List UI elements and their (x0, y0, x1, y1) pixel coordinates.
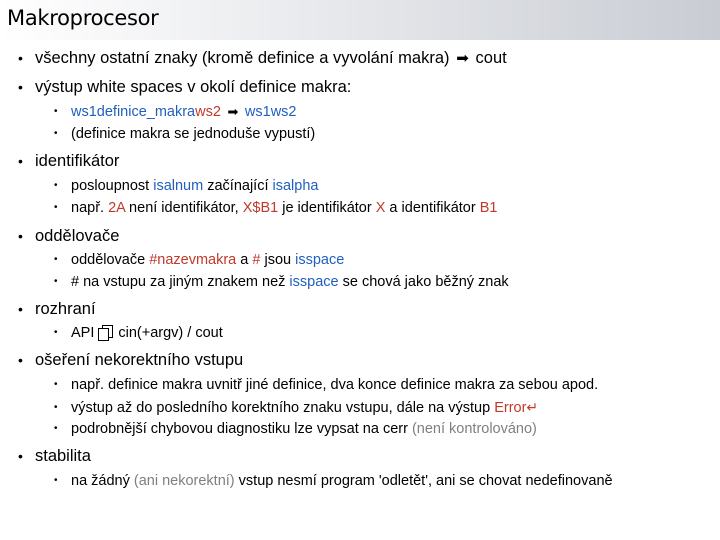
bullet-other-chars: • všechny ostatní znaky (kromě definice a vyvolání makra) ➡ cout (18, 49, 507, 67)
sub-bullet-ws-example: • ws1definice_makraws2 ➡ ws1ws2 (54, 104, 297, 120)
bullet-dot: • (54, 128, 58, 139)
bullet-dot: • (18, 79, 23, 95)
sub-bullet-error-output: • výstup až do posledního korektního znaku vstupu, dále na výstup Error↵ (54, 399, 539, 416)
bullet-dot: • (54, 402, 58, 413)
bullet-dot: • (54, 254, 58, 265)
sub-bullet-stability-note: • na žádný (ani nekorektní) vstup nesmí program 'odletět', ani se chovat nedefinovaně (54, 473, 613, 489)
sub-bullet-separators-def: • oddělovače #nazevmakra a # jsou isspace (54, 252, 345, 268)
bullet-dot: • (54, 202, 58, 213)
bullet-dot: • (54, 475, 58, 486)
bullet-dot: • (18, 50, 23, 66)
right-arrow-icon: ➡ (456, 50, 469, 67)
bullet-dot: • (54, 106, 58, 117)
sub-bullet-identifier-example: • např. 2A není identifikátor, X$B1 je identifikátor X a identifikátor B1 (54, 200, 498, 216)
bullet-dot: • (54, 276, 58, 287)
bullet-dot: • (18, 228, 23, 244)
bullet-separators: • oddělovače (18, 227, 120, 245)
sub-bullet-separators-note: • # na vstupu za jiným znakem než isspace se chová jako běžný znak (54, 274, 509, 290)
bullet-dot: • (18, 153, 23, 169)
sub-bullet-interface-api: • API cin(+argv) / cout (54, 325, 223, 341)
sub-bullet-error-example: • např. definice makra uvnitř jiné definice, dva konce definice makra za sebou apod. (54, 377, 599, 393)
title-bar (0, 0, 720, 40)
bullet-error-handling: • ošeření nekorektního vstupu (18, 351, 244, 369)
bullet-whitespace: • výstup white spaces v okolí definice makra: (18, 78, 352, 96)
sub-bullet-identifier-def: • posloupnost isalnum začínající isalpha (54, 178, 319, 194)
bullet-dot: • (54, 327, 58, 338)
bullet-stability: • stabilita (18, 447, 91, 465)
sub-bullet-ws-note: • (definice makra se jednoduše vypustí) (54, 126, 316, 142)
documents-icon (98, 325, 112, 339)
bullet-interface: • rozhraní (18, 300, 96, 318)
sub-bullet-error-cerr: • podrobnější chybovou diagnostiku lze vypsat na cerr (není kontrolováno) (54, 421, 537, 437)
enter-icon: ↵ (526, 399, 539, 415)
bullet-dot: • (18, 448, 23, 464)
bullet-dot: • (54, 423, 58, 434)
bullet-dot: • (54, 180, 58, 191)
bullet-dot: • (18, 352, 23, 368)
bullet-dot: • (54, 379, 58, 390)
slide-title: Makroprocesor (7, 6, 159, 30)
bullet-dot: • (18, 301, 23, 317)
bullet-identifier: • identifikátor (18, 152, 120, 170)
right-arrow-icon: ➡ (227, 104, 239, 119)
